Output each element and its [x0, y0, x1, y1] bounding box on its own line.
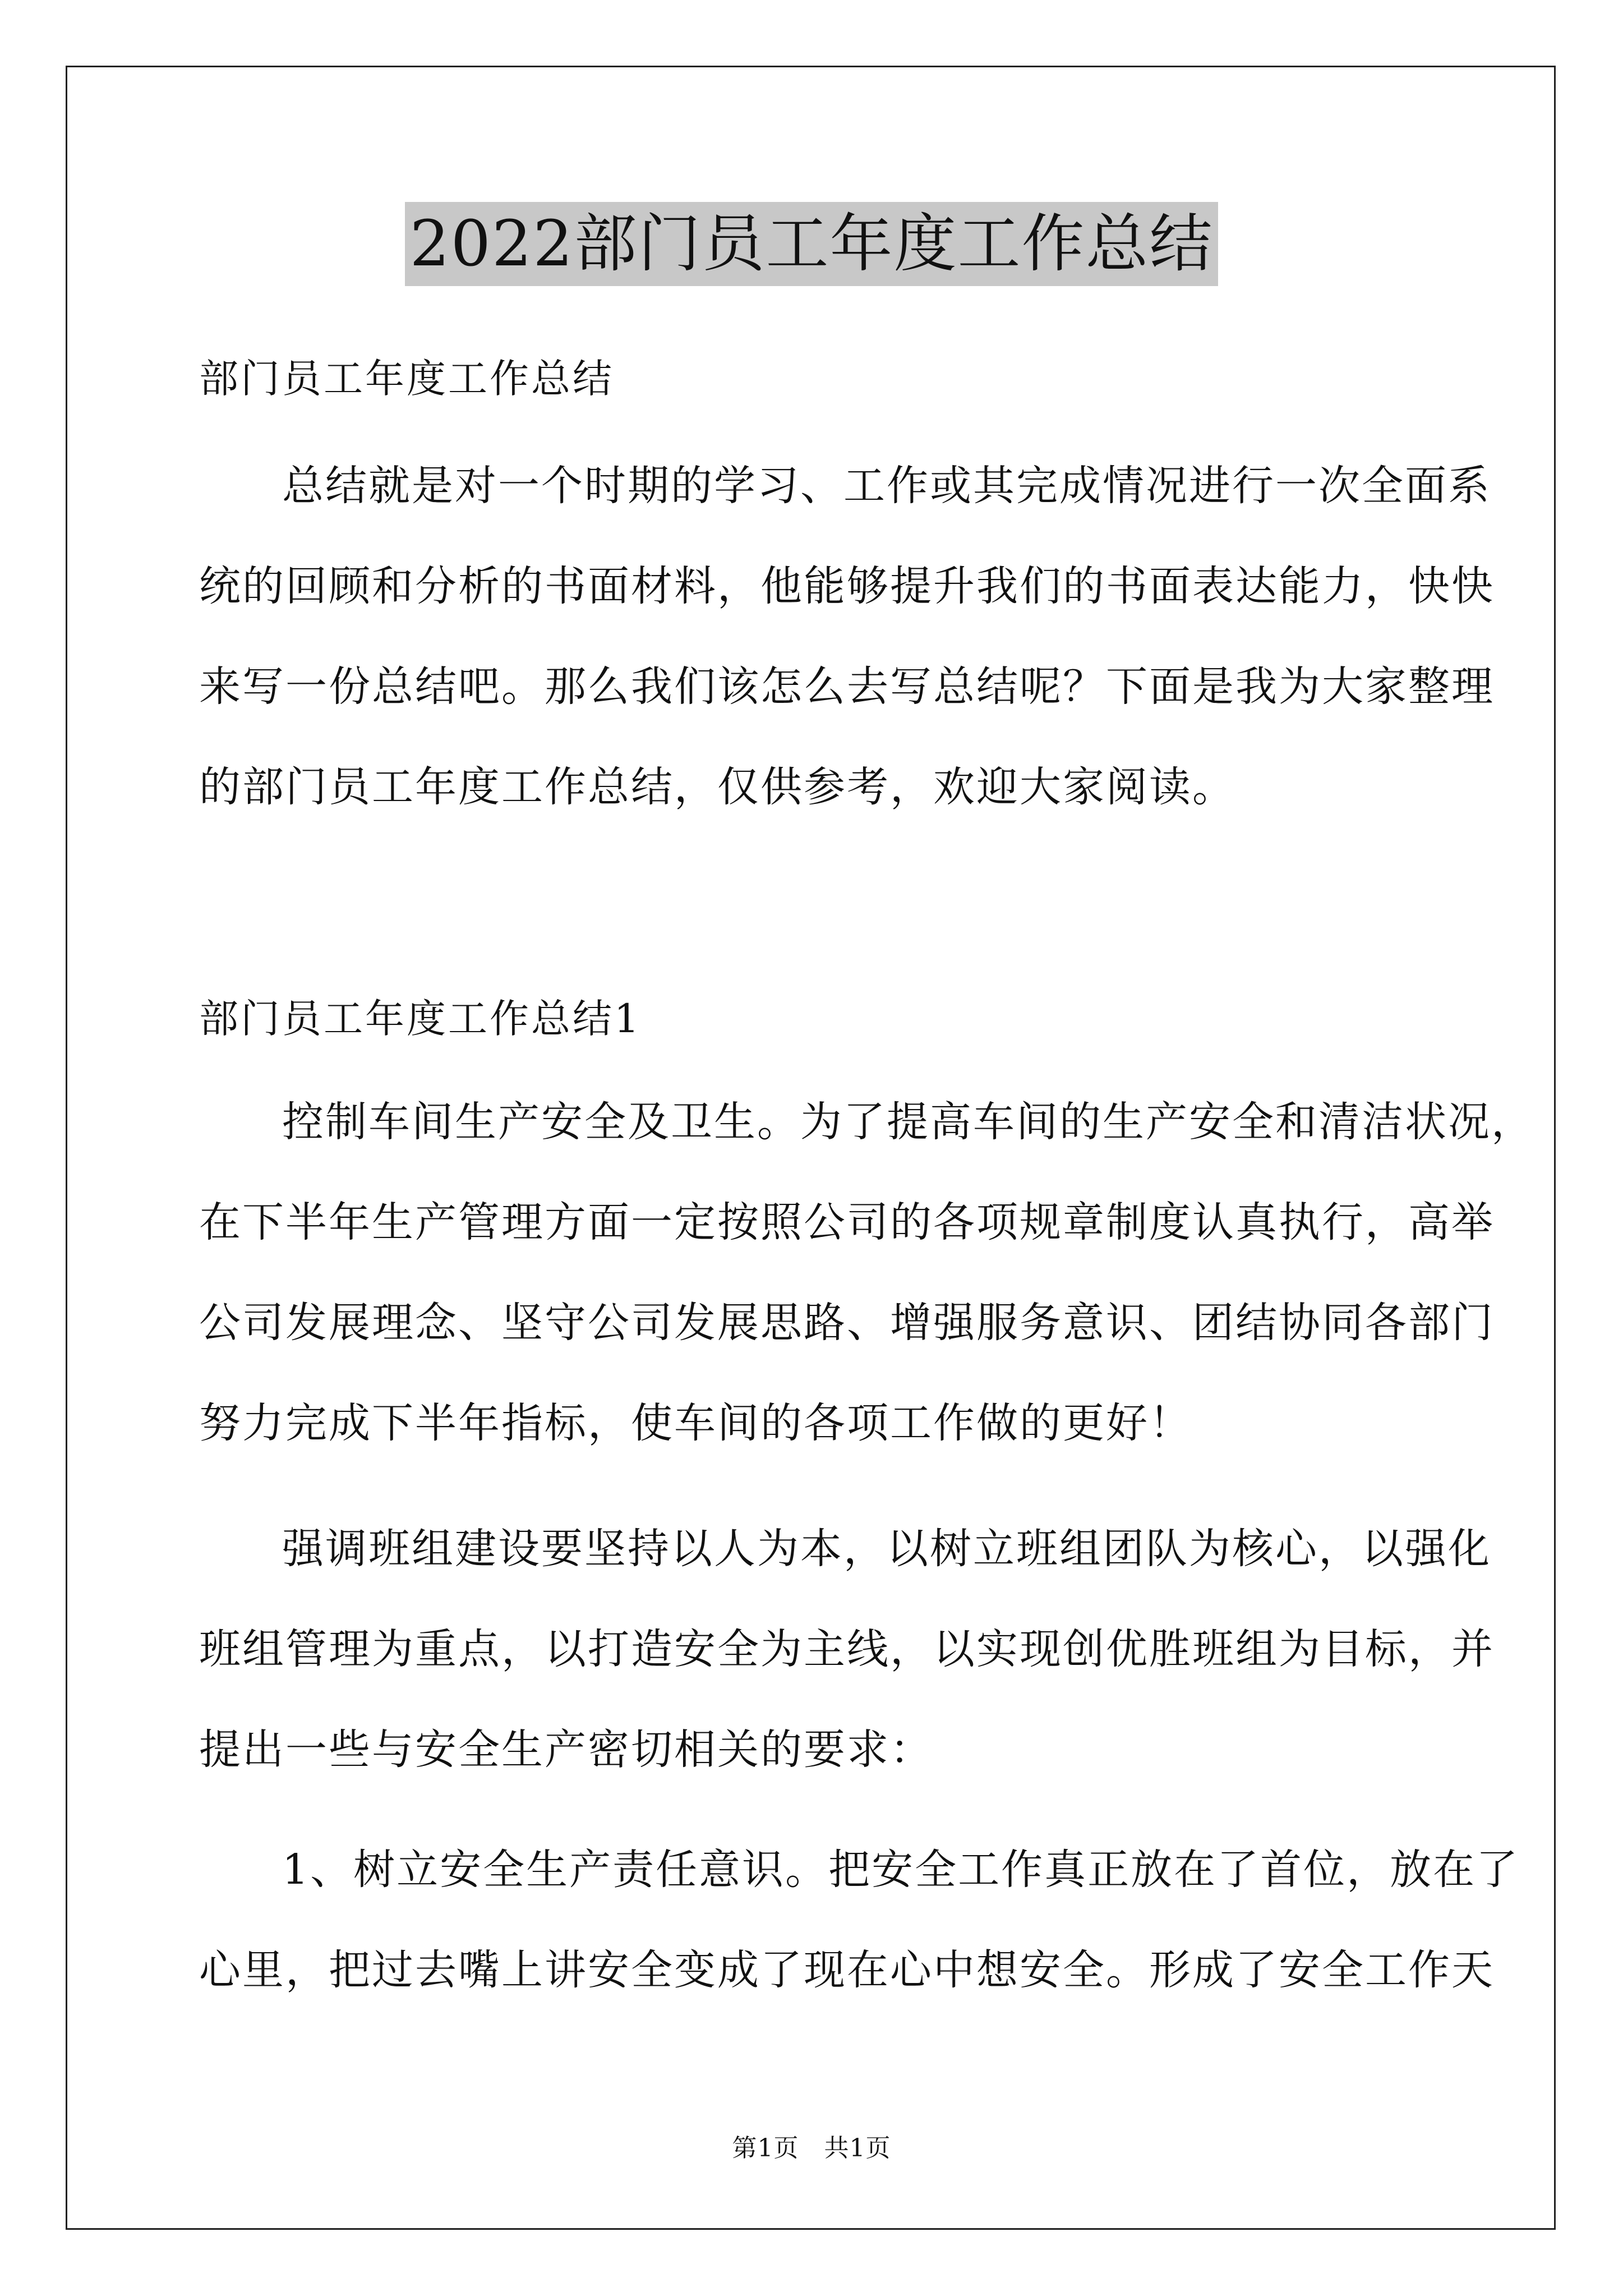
paragraph-line: 公司发展理念、坚守公司发展思路、增强服务意识、团结协同各部门	[199, 1299, 1495, 1347]
intro-section	[199, 351, 1433, 407]
paragraph-line: 班组管理为重点，以打造安全为主线，以实现创优胜班组为目标，并	[199, 1625, 1495, 1673]
paragraph-line: 来写一份总结吧。那么我们该怎么去写总结呢？下面是我为大家整理	[199, 662, 1495, 711]
section-1-paragraph-2	[199, 1521, 1495, 1778]
section-1-heading: 部门员工年度工作总结1	[199, 996, 642, 1042]
paragraph-line: 的部门员工年度工作总结，仅供参考，欢迎大家阅读。	[199, 763, 1235, 811]
paragraph-line: 1、树立安全生产责任意识。把安全工作真正放在了首位，放在了	[282, 1846, 1520, 1894]
paragraph-line: 统的回顾和分析的书面材料，他能够提升我们的书面表达能力，快快	[199, 562, 1495, 610]
page-footer	[0, 2132, 1623, 2165]
page-number: 第1页 共1页	[732, 2134, 891, 2162]
paragraph-line: 强调班组建设要坚持以人为本，以树立班组团队为核心，以强化	[282, 1525, 1491, 1573]
paragraph-line: 提出一些与安全生产密切相关的要求：	[199, 1726, 933, 1774]
paragraph-line: 总结就是对一个时期的学习、工作或其完成情况进行一次全面系	[282, 462, 1491, 510]
section-1-paragraph-3	[199, 1842, 1520, 1998]
section-1	[199, 991, 1433, 1047]
paragraph-line: 努力完成下半年指标，使车间的各项工作做的更好！	[199, 1399, 1192, 1447]
document-title: 2022部门员工年度工作总结	[405, 202, 1218, 286]
intro-paragraph	[199, 458, 1495, 815]
paragraph-line: 心里，把过去嘴上讲安全变成了现在心中想安全。形成了安全工作天	[199, 1946, 1495, 1994]
intro-subheading: 部门员工年度工作总结	[199, 356, 614, 402]
title-container	[0, 202, 1623, 286]
section-1-paragraph-1	[199, 1094, 1534, 1451]
paragraph-line: 控制车间生产安全及卫生。为了提高车间的生产安全和清洁状况，	[282, 1098, 1534, 1146]
paragraph-line: 在下半年生产管理方面一定按照公司的各项规章制度认真执行，高举	[199, 1198, 1495, 1246]
